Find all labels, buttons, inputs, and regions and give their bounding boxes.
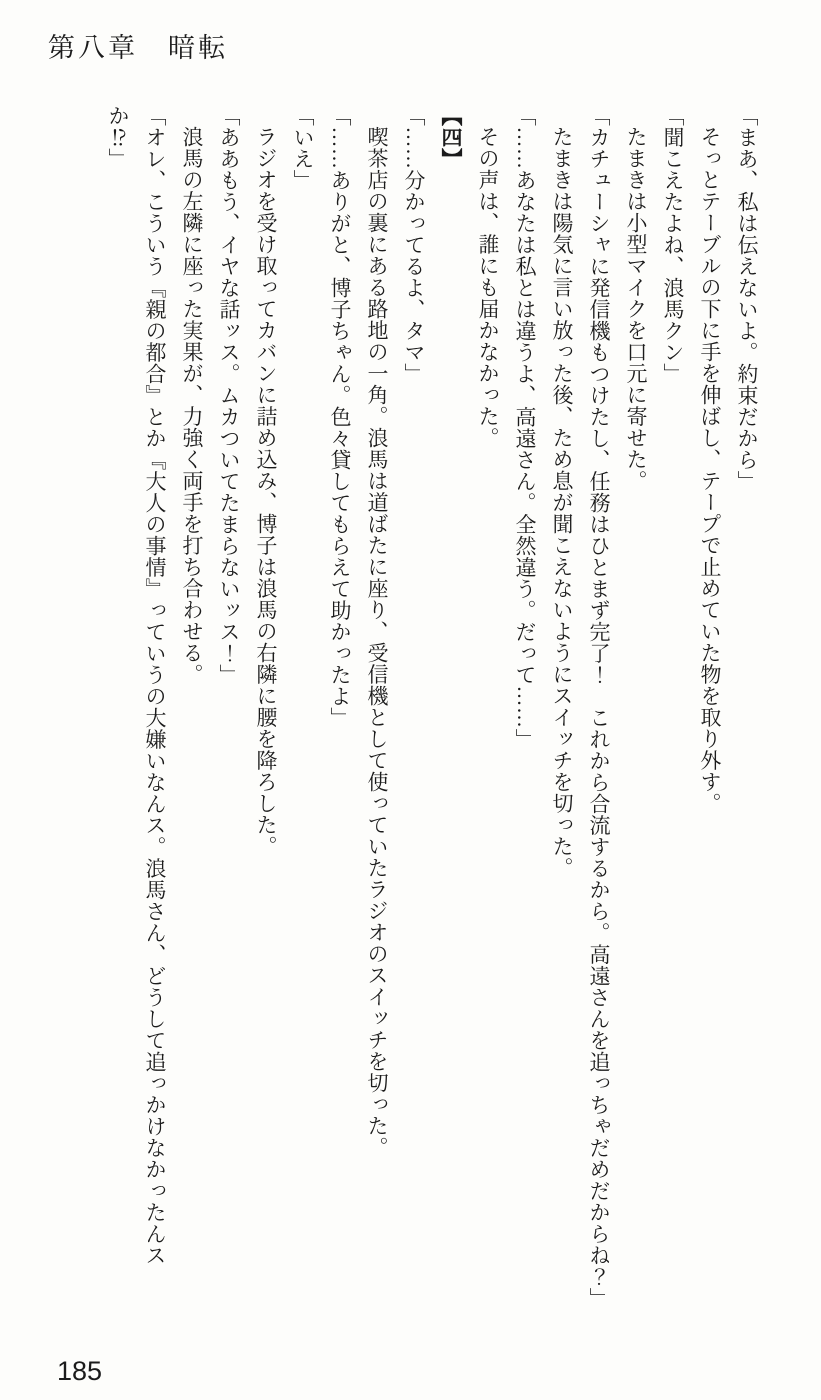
- paragraph-narration: たまきは陽気に言い放った後、ため息が聞こえないようにスイッチを切った。: [550, 126, 574, 879]
- paragraph-dialogue: 「まあ、私は伝えないよ。約束だから」: [735, 105, 759, 492]
- paragraph-narration: たまきは小型マイクを口元に寄せた。: [624, 126, 648, 492]
- paragraph-dialogue: 「カチューシャに発信機もつけたし、任務はひとまず完了！ これから合流するから。高遠さんを追っちゃだめだからね？」: [587, 105, 611, 1309]
- paragraph-dialogue: 「いえ」: [291, 105, 315, 191]
- page-number: 185: [57, 1356, 103, 1386]
- paragraph-narration: そっとテーブルの下に手を伸ばし、テープで止めていた物を取り外す。: [698, 126, 722, 814]
- paragraph-dialogue: 「ああもう、イヤな話ッス。ムカついてたまらないッス！」: [217, 105, 241, 686]
- paragraph-dialogue: 「……あなたは私とは違うよ、高遠さん。全然違う。だって……」: [513, 105, 537, 750]
- paragraph-narration: その声は、誰にも届かなかった。: [476, 126, 500, 449]
- paragraph-dialogue: 「……分かってるよ、タマ」: [402, 105, 426, 385]
- paragraph-narration: ラジオを受け取ってカバンに詰め込み、博子は浪馬の右隣に腰を降ろした。: [254, 126, 278, 857]
- paragraph-dialogue: 「……ありがと、博子ちゃん。色々貸してもらえて助かったよ」: [328, 105, 352, 729]
- paragraph-narration: 喫茶店の裏にある路地の一角。浪馬は道ばたに座り、受信機として使っていたラジオのスイッチを切った。: [365, 126, 389, 1158]
- paragraph-dialogue: 「オレ、こういう『親の都合』とか『大人の事情』っていうの大嫌いなんス。浪馬さん、どうして追っかけなかったんスか⁉」: [106, 105, 167, 1266]
- chapter-header: 第八章 暗転: [48, 33, 228, 63]
- body-text: [99, 105, 765, 1309]
- paragraph-narration: 浪馬の左隣に座った実果が、力強く両手を打ち合わせる。: [180, 126, 204, 685]
- paragraph-dialogue: 「聞こえたよね、浪馬クン」: [661, 105, 685, 385]
- section-number-marker: 【四】: [439, 105, 463, 170]
